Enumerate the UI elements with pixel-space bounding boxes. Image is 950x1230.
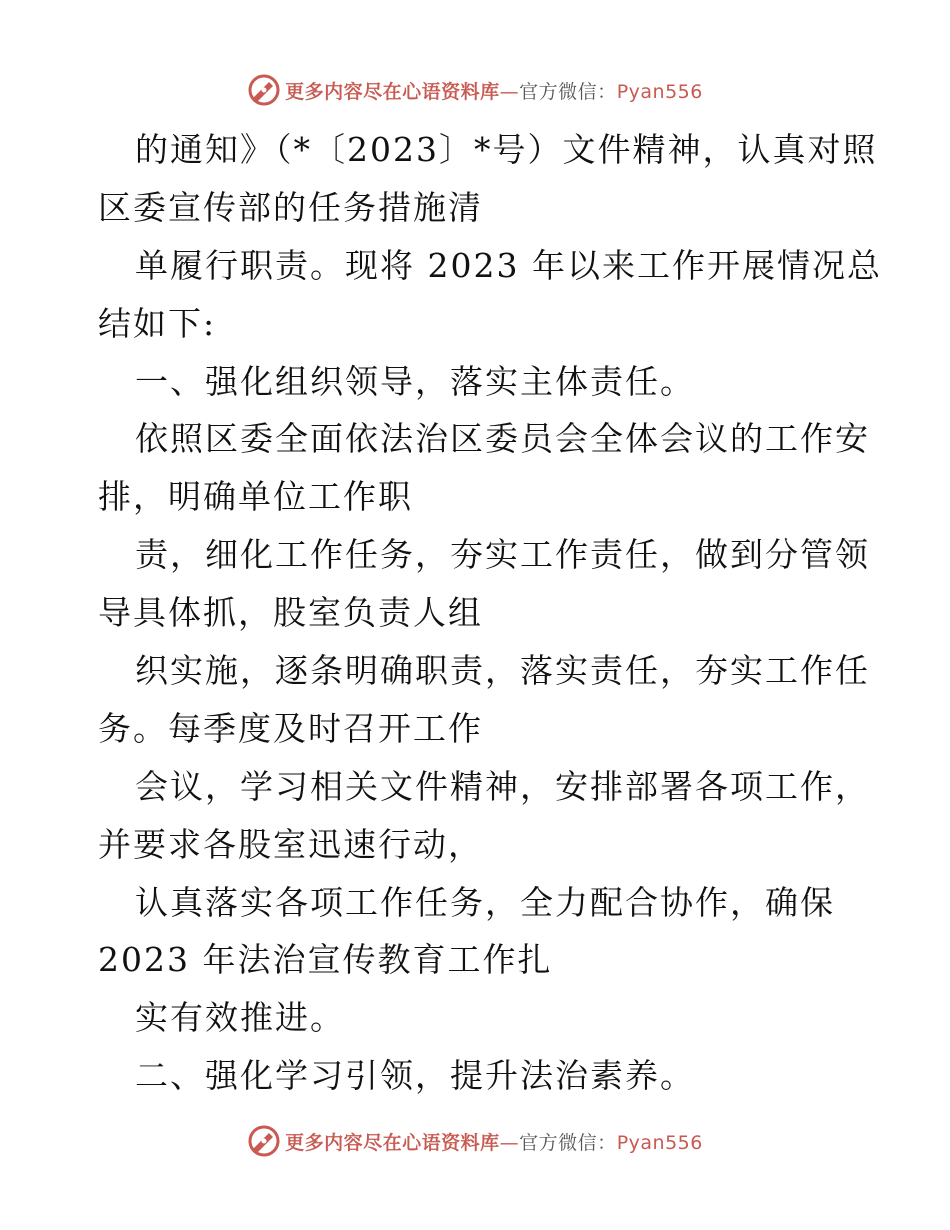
pen-nib-logo-icon	[247, 73, 281, 107]
watermark-wechat-id: Pyan556	[616, 80, 703, 103]
text-line: 结如下:	[98, 303, 217, 343]
text-line: 认真落实各项工作任务，全力配合协作，确保	[135, 882, 835, 922]
text-line: 区委宣传部的任务措施清	[98, 187, 483, 227]
text-line: 责，细化工作任务，夯实工作责任，做到分管领	[135, 535, 870, 575]
text-line: 单履行职责。现将 2023 年以来工作开展情况总	[135, 245, 882, 285]
text-line: 二、强化学习引领，提升法治素养。	[135, 1056, 695, 1096]
text-line: 织实施，逐条明确职责，落实责任，夯实工作任	[135, 651, 870, 691]
footer-watermark	[0, 1121, 950, 1161]
watermark-dash: —	[499, 1131, 520, 1154]
text-line: 的通知》（*〔2023〕*号）文件精神，认真对照	[135, 130, 878, 169]
watermark-text	[285, 77, 703, 104]
watermark-label: 官方微信：	[519, 80, 617, 103]
document-body	[98, 121, 882, 1105]
watermark-wechat-id: Pyan556	[616, 1131, 703, 1154]
header-watermark	[0, 70, 950, 110]
watermark-main-text: 更多内容尽在心语资料库	[285, 80, 500, 103]
text-line: 实有效推进。	[135, 998, 345, 1038]
text-line: 并要求各股室迅速行动，	[98, 824, 483, 864]
text-line: 会议，学习相关文件精神，安排部署各项工作，	[135, 766, 870, 806]
text-line: 2023 年法治宣传教育工作扎	[98, 940, 553, 980]
watermark-main-text: 更多内容尽在心语资料库	[285, 1131, 500, 1154]
watermark-text	[285, 1128, 703, 1155]
watermark-dash: —	[499, 80, 520, 103]
text-line: 依照区委全面依法治区委员会全体会议的工作安	[135, 419, 870, 459]
watermark-label: 官方微信：	[519, 1131, 617, 1154]
text-line: 一、强化组织领导，落实主体责任。	[135, 361, 695, 401]
text-line: 导具体抓，股室负责人组	[98, 593, 483, 633]
text-line: 务。每季度及时召开工作	[98, 708, 483, 748]
pen-nib-logo-icon	[247, 1124, 281, 1158]
text-line: 排，明确单位工作职	[98, 477, 413, 517]
